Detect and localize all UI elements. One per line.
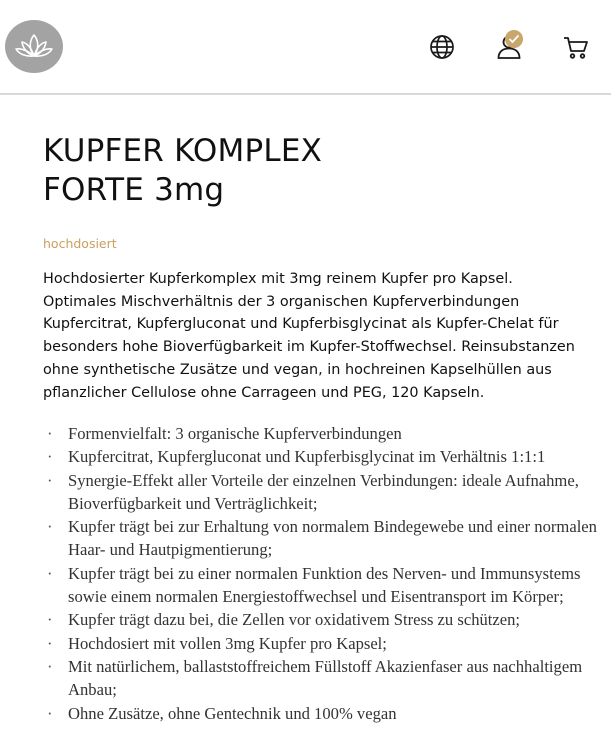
site-header xyxy=(0,0,611,95)
account-status-badge xyxy=(505,30,523,48)
feature-text: Formenvielfalt: 3 organische Kupferverbindungen xyxy=(68,424,402,443)
feature-text: Ohne Zusätze, ohne Gentechnik und 100% vegan xyxy=(68,703,397,723)
bullet-icon: · xyxy=(47,633,53,653)
feature-text: Kupfer trägt dazu bei, die Zellen vor oxidativem Stress zu schützen; xyxy=(68,610,521,630)
product-tag: hochdosiert xyxy=(43,236,117,251)
list-item xyxy=(43,702,603,725)
bullet-icon: · xyxy=(47,656,53,676)
list-item xyxy=(43,515,603,562)
lotus-icon xyxy=(14,32,54,62)
cart-icon[interactable] xyxy=(562,33,590,61)
checkmark-icon xyxy=(508,34,520,44)
feature-text: Kupfer trägt bei zu einer normalen Funktion des Nerven- und Immunsystems sowie einem normalen Energiestoffwechsel und Eisentransport im Körper; xyxy=(68,563,581,607)
bullet-icon: · xyxy=(47,703,53,723)
product-title-line-1: KUPFER KOMPLEX xyxy=(43,133,323,169)
feature-text: Kupfercitrat, Kupfergluconat und Kupferbisglycinat im Verhältnis 1:1:1 xyxy=(68,447,546,467)
globe-icon[interactable] xyxy=(428,33,456,61)
bullet-icon: · xyxy=(47,563,53,583)
feature-text: Mit natürlichem, ballaststoffreichem Füllstoff Akazienfaser aus nachhaltigem Anbau; xyxy=(68,656,583,700)
bullet-icon: · xyxy=(47,517,53,537)
feature-text: Hochdosiert mit vollen 3mg Kupfer pro Kapsel; xyxy=(68,633,387,653)
product-title xyxy=(43,132,573,210)
feature-text: Synergie-Effekt aller Vorteile der einzelnen Verbindungen: ideale Aufnahme, Bioverfügbarkeit und Verträglichkeit; xyxy=(68,470,579,513)
product-description: Hochdosierter Kupferkomplex mit 3mg reinem Kupfer pro Kapsel. Optimales Mischverhältnis der 3 organischen Kupferverbindungen Kupfercitrat, Kupfergluconat und Kupferbisglycinat als Kupfer-Chelat für besonders hohe Bioverfügbarkeit im Kupfer-Stoffwechsel. Reinsubstanzen ohne synthetische Zusätze und vegan, in hochreinen Kapselhüllen aus pflanzlicher Cellulose ohne Carrageen und PEG, 120 Kapseln. xyxy=(43,271,575,401)
list-item xyxy=(43,469,603,516)
list-item xyxy=(43,655,603,702)
product-title-line-2: FORTE 3mg xyxy=(43,172,225,208)
list-item xyxy=(43,608,603,631)
feature-text: Kupfer trägt bei zur Erhaltung von normalem Bindegewebe und einer normalen Haar- und Hautpigmentierung; xyxy=(68,517,597,560)
bullet-icon: · xyxy=(47,424,53,443)
list-item xyxy=(43,422,603,445)
list-item xyxy=(43,632,603,655)
feature-list xyxy=(43,422,603,725)
list-item xyxy=(43,445,603,468)
bullet-icon: · xyxy=(47,610,53,630)
list-item xyxy=(43,562,603,609)
logo[interactable] xyxy=(5,20,63,73)
bullet-icon: · xyxy=(47,447,53,467)
bullet-icon: · xyxy=(47,470,53,490)
